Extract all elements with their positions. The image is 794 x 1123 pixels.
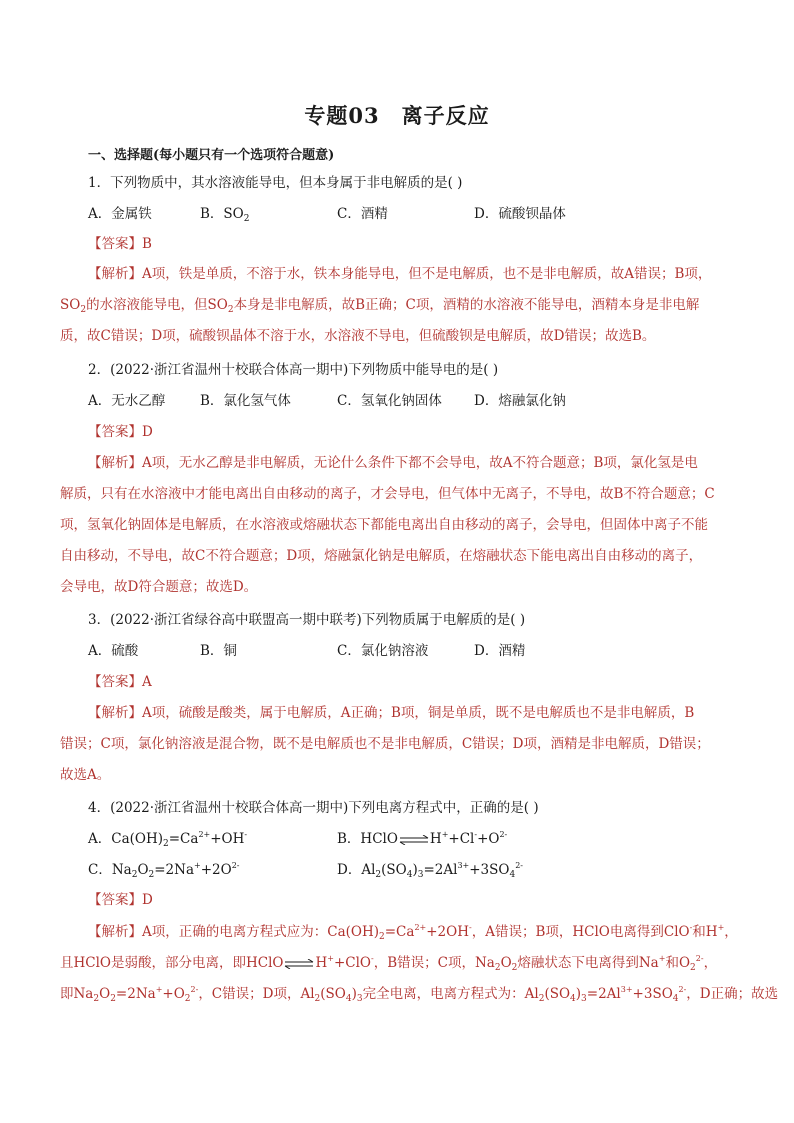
question-4-stem: 4．(2022·浙江省温州十校联合体高一期中)下列电离方程式中，正确的是( ) bbox=[88, 800, 539, 816]
q3-explanation-line: 【解析】A项，硫酸是酸类，属于电解质，A正确；B项，铜是单质，既不是电解质也不是非电解质，B bbox=[88, 705, 695, 721]
q4-explanation-line: 即$Na_2O_2=2Na^++O_2^{2-}$，C错误；D项，$Al_2(SO_4)_3$完全电离，电离方程式为：$Al_2(SO_4)_3=2Al^{3+}+3SO_4^{2-}$，D正确；故选 bbox=[60, 985, 779, 1004]
q4-option-d: D．$Al_2(SO_4)_3=2Al^{3+}+3SO_4^{2-}$ bbox=[337, 861, 523, 880]
q1-explanation-line: 质，故C错误；D项，硫酸钡晶体不溶于水，水溶液不导电，但硫酸钡是电解质，故D错误；故选B。 bbox=[60, 328, 656, 344]
q3-explanation-line: 故选A。 bbox=[60, 767, 111, 783]
q2-explanation-line: 自由移动，不导电，故C不符合题意；D项，熔融氯化钠是电解质，在熔融状态下能电离出自由移动的离子， bbox=[60, 548, 703, 564]
q4-option-b: B．HClO $H^++Cl^-+O^{2-}$ bbox=[337, 830, 508, 847]
q1-option-a: A．金属铁 bbox=[88, 206, 152, 222]
q4-option-c: C．$Na_2O_2=2Na^++2O^{2-}$ bbox=[88, 861, 240, 880]
q1-option-d: D．硫酸钡晶体 bbox=[474, 206, 566, 222]
q3-option-b: B．铜 bbox=[200, 643, 237, 659]
q2-explanation-line: 会导电，故D符合题意；故选D。 bbox=[60, 579, 258, 595]
q1-explanation-line: 【解析】A项，铁是单质，不溶于水，铁本身能导电，但不是电解质，也不是非电解质，故A错误；B项， bbox=[88, 266, 712, 282]
q2-explanation-line: 【解析】A项，无水乙醇是非电解质，无论什么条件下都不会导电，故A不符合题意；B项，氯化氢是电 bbox=[88, 455, 698, 471]
q2-option-a: A．无水乙醇 bbox=[88, 393, 166, 409]
q2-answer: 【答案】D bbox=[88, 424, 153, 440]
q4-option-a: A．$Ca(OH)_2=Ca^{2+}+OH^-$ bbox=[88, 830, 248, 849]
page-title bbox=[0, 100, 794, 130]
q2-option-b: B．氯化氢气体 bbox=[200, 393, 291, 409]
q4-answer: 【答案】D bbox=[88, 892, 153, 908]
question-3-stem: 3．(2022·浙江省绿谷高中联盟高一期中联考)下列物质属于电解质的是( ) bbox=[88, 612, 526, 628]
q3-option-a: A．硫酸 bbox=[88, 643, 139, 659]
q3-option-d: D．酒精 bbox=[474, 643, 526, 659]
q4-explanation-line: 【解析】A项，正确的电离方程式应为：$Ca(OH)_2=Ca^{2+}+2OH^-$，A错误；B项，HClO电离得到ClO-和H+， bbox=[88, 923, 738, 942]
q3-explanation-line: 错误；C项，氯化钠溶液是混合物，既不是电解质也不是非电解质，C错误；D项，酒精是非电解质，D错误； bbox=[60, 736, 710, 752]
q1-answer: 【答案】B bbox=[88, 236, 152, 252]
q3-answer: 【答案】A bbox=[88, 674, 152, 690]
q2-explanation-line: 项，氢氧化钠固体是电解质，在水溶液或熔融状态下都能电离出自由移动的离子，会导电，但固体中离子不能 bbox=[60, 517, 708, 533]
section-header: 一、选择题(每小题只有一个选项符合题意) bbox=[88, 148, 335, 163]
q2-option-d: D．熔融氯化钠 bbox=[474, 393, 566, 409]
q2-option-c: C．氢氧化钠固体 bbox=[337, 393, 442, 409]
q1-option-b: B．$SO_2$ bbox=[200, 206, 250, 224]
title-main: 专题03 bbox=[304, 103, 380, 128]
title-topic: 离子反应 bbox=[401, 103, 490, 128]
question-1-stem: 1．下列物质中，其水溶液能导电，但本身属于非电解质的是( ) bbox=[88, 175, 463, 191]
q2-explanation-line: 解质，只有在水溶液中才能电离出自由移动的离子，才会导电，但气体中无离子，不导电，故B不符合题意；C bbox=[60, 486, 715, 502]
q4-explanation-line: 且HClO是弱酸，部分电离，即HClO H++ClO-，B错误；C项，$Na_2O_2$熔融状态下电离得到Na+和$O_2^{2-}$， bbox=[60, 954, 718, 973]
q1-explanation-line: $SO_2$的水溶液能导电，但$SO_2$本身是非电解质，故B正确；C项，酒精的水溶液不能导电，酒精本身是非电解 bbox=[60, 297, 700, 315]
question-2-stem: 2．(2022·浙江省温州十校联合体高一期中)下列物质中能导电的是( ) bbox=[88, 362, 499, 378]
q3-option-c: C．氯化钠溶液 bbox=[337, 643, 429, 659]
q1-option-c: C．酒精 bbox=[337, 206, 388, 222]
equilibrium-arrow-icon bbox=[283, 959, 315, 969]
equilibrium-arrow-icon bbox=[398, 835, 430, 845]
